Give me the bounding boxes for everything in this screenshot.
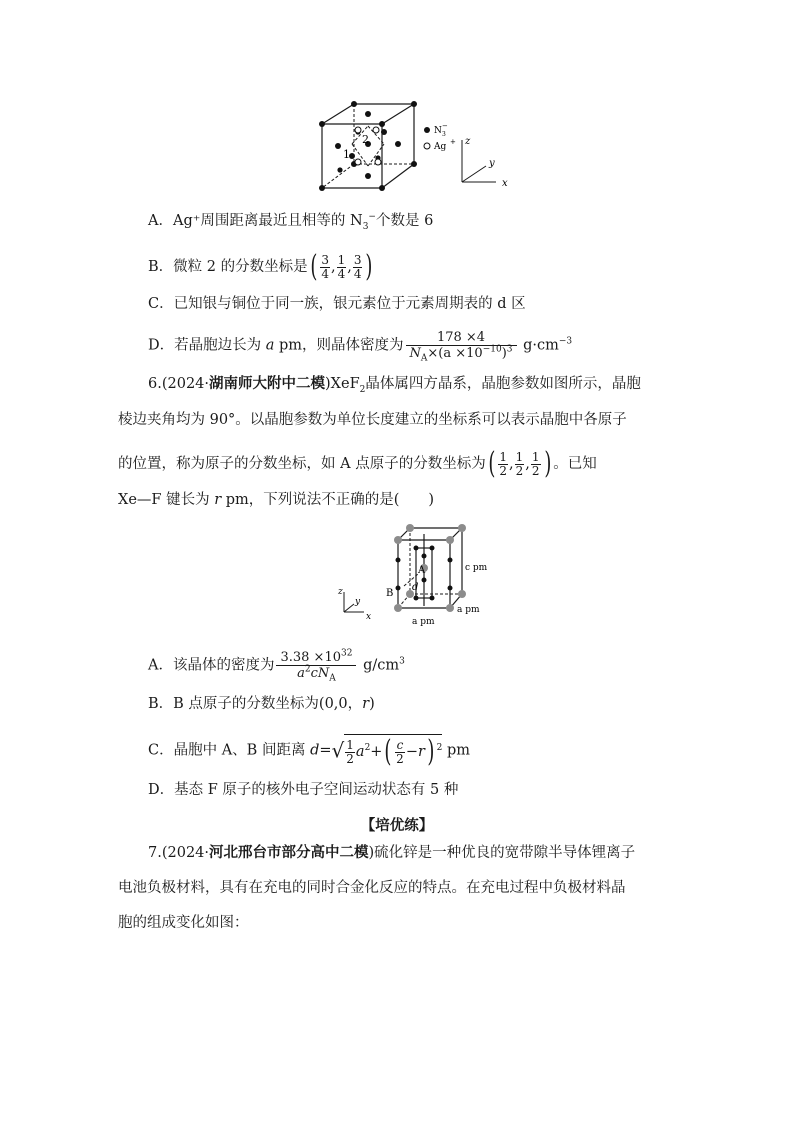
q5-label-1: 1	[343, 148, 350, 161]
q6-label-b: B	[386, 588, 394, 599]
q6-label-apm-bottom: a pm	[412, 617, 435, 627]
q6-label-c: c pm	[465, 563, 488, 573]
q6-label-a: A	[418, 565, 426, 576]
q6-stem-line1: 6.(2024·湖南师大附中二模)XeF$_2$晶体属四方晶系，晶胞参数如图所示，晶胞	[148, 375, 641, 395]
q6-stem-line4: Xe—F 键长为 r pm，下列说法不正确的是( )	[118, 492, 435, 508]
q6-option-b: B．B 点原子的分数坐标为(0,0，r)	[148, 696, 375, 712]
svg-text:+: +	[450, 138, 456, 146]
q5-legend-ag: Ag	[434, 142, 447, 152]
q5-legend-n: N	[434, 126, 442, 136]
q5-option-c: C．已知银与铜位于同一族，银元素位于元素周期表的 d 区	[148, 296, 526, 312]
q6-option-d: D．基态 F 原子的核外电子空间运动状态有 5 种	[148, 782, 459, 798]
q6-stem-line3: 的位置，称为原子的分数坐标，如 A 点原子的分数坐标为( $\frac{1}{2}$ , $\frac{1}{2}$ , $\frac{1}{2}$ ) 。已知	[118, 446, 597, 481]
q6-axis-z: z	[338, 587, 343, 597]
q6-option-c: C．晶胞中 A、B 间距离 d=√ $\frac{1}{2}$ $a^2+$( $\frac{c}{2}$ −r) $^2$ pm	[148, 734, 471, 769]
q5-axis-z: z	[465, 136, 471, 147]
q6-label-apm-right: a pm	[457, 605, 480, 615]
q5-option-a: A．Ag⁺周围距离最近且相等的 $N_3^-$个数是 6	[148, 212, 434, 232]
q5-label-2: 2	[362, 133, 369, 146]
q6-stem-line2: 棱边夹角均为 90°。以晶胞参数为单位长度建立的坐标系可以表示晶胞中各原子	[118, 412, 627, 428]
q6-option-a: A．该晶体的密度为 $\frac{3.38 \times 10^{32}}{a^2cN_A}$ $g/cm^3$	[148, 648, 405, 684]
q7-stem-line1: 7.(2024·河北邢台市部分高中二模)硫化锌是一种优良的宽带隙半导体锂离子	[148, 844, 636, 861]
q6-label-d: d	[412, 582, 419, 593]
svg-text:−: −	[442, 122, 448, 130]
q5-crystal-figure	[310, 96, 520, 196]
q7-stem-line3: 胞的组成变化如图：	[118, 915, 249, 931]
q5-legend-n-marker	[424, 127, 430, 133]
q7-stem-line2: 电池负极材料，具有在充电的同时合金化反应的特点。在充电过程中负极材料晶	[118, 880, 626, 896]
q5-axis-x: x	[502, 178, 508, 189]
section-title: 【培优练】	[360, 817, 434, 834]
svg-text:3: 3	[442, 131, 446, 138]
q6-axis-x: x	[366, 612, 372, 622]
q6-crystal-figure	[334, 520, 494, 632]
q5-axis-y: y	[489, 158, 495, 169]
q6-axis-y: y	[355, 597, 361, 607]
q5-option-b: B．微粒 2 的分数坐标是( $\frac{3}{4}$ , $\frac{1}{4}$ , $\frac{3}{4}$ )	[148, 249, 373, 284]
q5-option-d: D．若晶胞边长为 a pm，则晶体密度为 $\frac{178 \times 4}{N_A\times(a \times 10^{-10})^3}$ $g\cdot cm^{-3}$	[148, 330, 573, 364]
q5-legend-ag-marker	[424, 143, 430, 149]
